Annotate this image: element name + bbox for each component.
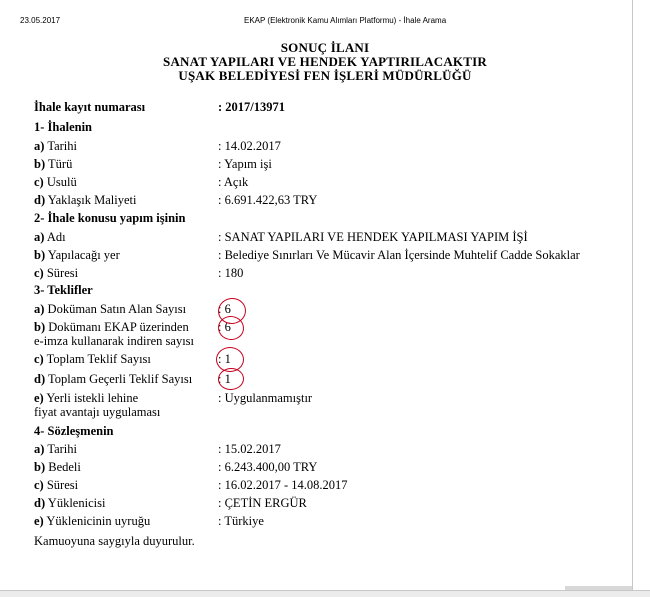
section-heading: 2- İhale konusu yapım işinin — [34, 211, 186, 225]
field-value: : 1 — [218, 352, 231, 366]
field-row: a) Tarihi — [34, 442, 77, 456]
section-heading: 1- İhalenin — [34, 120, 93, 134]
field-row: b) Türü — [34, 157, 73, 171]
field-value: : 6.691.422,63 TRY — [218, 193, 318, 207]
field-value: : SANAT YAPILARI VE HENDEK YAPILMASI YAPIM İŞİ — [218, 230, 528, 244]
field-row: a) Adı — [34, 230, 66, 244]
field-row: d) Yaklaşık Maliyeti — [34, 193, 137, 207]
page-frame-right — [632, 0, 633, 596]
annotation-circle — [217, 367, 244, 391]
closing-line: Kamuoyuna saygıyla duyurulur. — [34, 534, 195, 548]
field-row: b) Dokümanı EKAP üzerinden — [34, 320, 189, 334]
notice-title: SONUÇ İLANI — [280, 40, 370, 55]
field-row-continuation: e-imza kullanarak indiren sayısı — [34, 334, 195, 348]
field-value: : 14.02.2017 — [218, 139, 281, 153]
field-row-continuation: fiyat avantajı uygulaması — [34, 405, 161, 419]
print-date: 23.05.2017 — [20, 16, 61, 25]
registry-label: İhale kayıt numarası — [34, 100, 146, 114]
field-row: b) Yapılacağı yer — [34, 248, 120, 262]
field-value: : 180 — [218, 266, 244, 280]
field-row: e) Yüklenicinin uyruğu — [34, 514, 151, 528]
field-row: c) Toplam Teklif Sayısı — [34, 352, 151, 366]
field-value: : ÇETİN ERGÜR — [218, 496, 307, 510]
field-row: b) Bedeli — [34, 460, 81, 474]
field-value: : Uygulanmamıştır — [218, 391, 313, 405]
section-heading: 4- Sözleşmenin — [34, 424, 114, 438]
field-row: a) Tarihi — [34, 139, 77, 153]
registry-value: : 2017/13971 — [218, 100, 286, 114]
field-value: : Yapım işi — [218, 157, 272, 171]
field-row: c) Usulü — [34, 175, 77, 189]
field-value: : 15.02.2017 — [218, 442, 281, 456]
field-row: d) Yüklenicisi — [34, 496, 106, 510]
field-value: : 16.02.2017 - 14.08.2017 — [218, 478, 348, 492]
field-row: c) Süresi — [34, 266, 79, 280]
field-value: : 6 — [218, 320, 231, 334]
field-row: d) Toplam Geçerli Teklif Sayısı — [34, 372, 193, 386]
field-row: c) Süresi — [34, 478, 79, 492]
notice-authority: UŞAK BELEDİYESİ FEN İŞLERİ MÜDÜRLÜĞÜ — [178, 68, 472, 83]
print-source-title: EKAP (Elektronik Kamu Alımları Platformu) - İhale Arama — [244, 16, 447, 25]
field-row: e) Yerli istekli lehine — [34, 391, 139, 405]
field-row: a) Doküman Satın Alan Sayısı — [34, 302, 187, 316]
field-value: : Belediye Sınırları Ve Mücavir Alan İçersinde Muhtelif Cadde Sokaklar — [218, 248, 580, 262]
field-value: : 6 — [218, 302, 231, 316]
field-value: : Açık — [218, 175, 249, 189]
section-heading: 3- Teklifler — [34, 283, 93, 297]
field-value: : 6.243.400,00 TRY — [218, 460, 318, 474]
field-value: : 1 — [218, 372, 231, 386]
field-value: : Türkiye — [218, 514, 264, 528]
page-shadow — [565, 586, 632, 590]
notice-subject: SANAT YAPILARI VE HENDEK YAPTIRILACAKTIR — [163, 54, 487, 69]
